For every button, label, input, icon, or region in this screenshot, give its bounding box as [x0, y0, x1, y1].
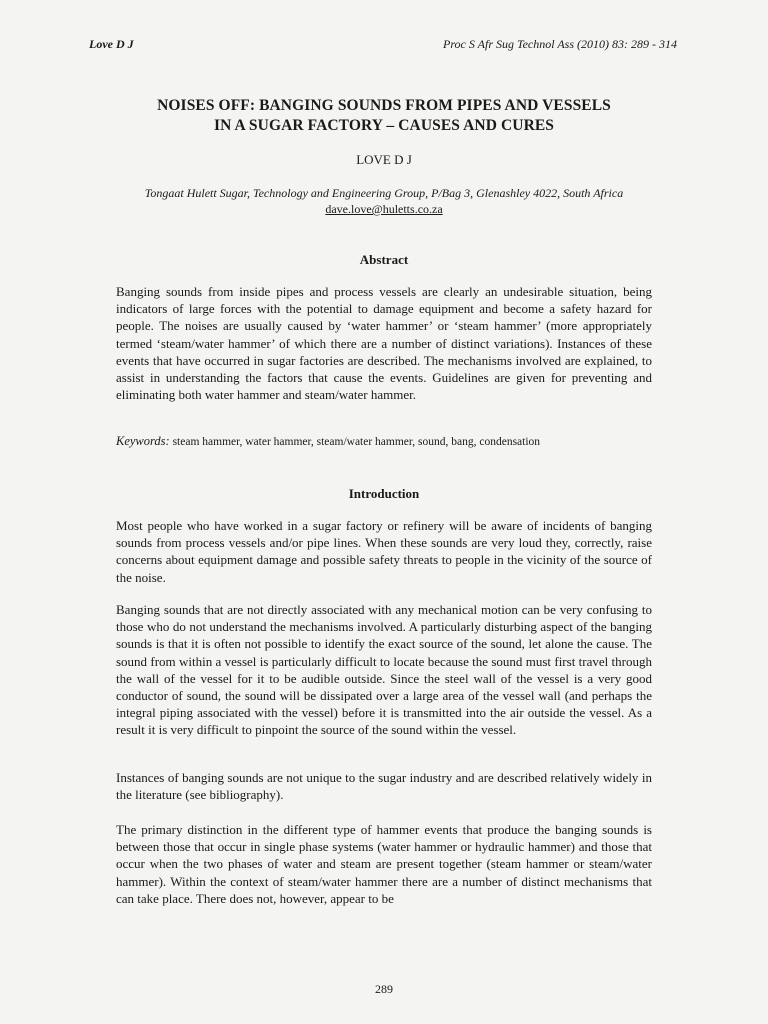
- intro-paragraph-2: Banging sounds that are not directly associated with any mechanical motion can be very confusing to those who do not understand the mechanisms involved. A particularly disturbing aspect of the banging sounds is that it is often not possible to identify the exact source of the sound, let alone the cause. The sound from within a vessel is particularly difficult to locate because the sound must first travel through the wall of the vessel for it to be audible outside. Since the steel wall of the vessel is a very good conductor of sound, the sound will be dissipated over a large area of the vessel wall (and perhaps the integral piping associated with the vessel) before it is transmitted into the air outside the vessel. As a result it is very difficult to pinpoint the source of the sound within the vessel.: [116, 602, 652, 738]
- title-line-2: IN A SUGAR FACTORY – CAUSES AND CURES: [213, 117, 555, 134]
- introduction-heading: Introduction: [348, 486, 420, 501]
- title-line-1: NOISES OFF: BANGING SOUNDS FROM PIPES AND VESSELS: [157, 97, 611, 114]
- paper-title: [100, 96, 668, 136]
- page-number: 289: [375, 982, 393, 996]
- author-email-link[interactable]: dave.love@huletts.co.za: [325, 202, 443, 216]
- intro-paragraph-1: Most people who have worked in a sugar factory or refinery will be aware of incidents of banging sounds from process vessels and/or pipe lines. When these sounds are very loud they, correctly, raise concerns about equipment damage and possible safety threats to people in the vicinity of the source of the noise.: [116, 518, 652, 585]
- intro-paragraph-4: The primary distinction in the different type of hammer events that produce the banging sounds is between those that occur in single phase systems (water hammer or hydraulic hammer) and those that occur when the two phases of water and steam are present together (steam hammer or steam/water hammer). Within the context of steam/water hammer there are a number of distinct mechanisms that can take place. There does not, however, appear to be: [116, 822, 652, 906]
- keywords: [116, 434, 652, 450]
- abstract-heading: Abstract: [359, 252, 409, 267]
- author-email-line: [0, 202, 768, 217]
- author-affiliation: Tongaat Hulett Sugar, Technology and Engineering Group, P/Bag 3, Glenashley 4022, South Africa: [144, 186, 624, 200]
- keywords-label: Keywords:: [116, 434, 170, 448]
- intro-paragraph-3: Instances of banging sounds are not unique to the sugar industry and are described relatively widely in the literature (see bibliography).: [116, 770, 652, 803]
- author-name: LOVE D J: [356, 152, 412, 167]
- header-citation: Proc S Afr Sug Technol Ass (2010) 83: 289 - 314: [443, 37, 677, 51]
- abstract-text: Banging sounds from inside pipes and process vessels are clearly an undesirable situation, being indicators of large forces with the potential to damage equipment and become a safety hazard for people. The noises are usually caused by ‘water hammer’ or ‘steam hammer’ (more appropriately termed ‘steam/water hammer’ of which there are a number of distinct variations). Instances of these events that have occurred in sugar factories are described. The mechanisms involved are explained, to assist in understanding the factors that cause the events. Guidelines are given for preventing and eliminating both water hammer and steam/water hammer.: [116, 284, 652, 403]
- keywords-text: steam hammer, water hammer, steam/water hammer, sound, bang, condensation: [172, 436, 541, 448]
- running-header: [89, 36, 677, 52]
- header-author: Love D J: [89, 37, 134, 51]
